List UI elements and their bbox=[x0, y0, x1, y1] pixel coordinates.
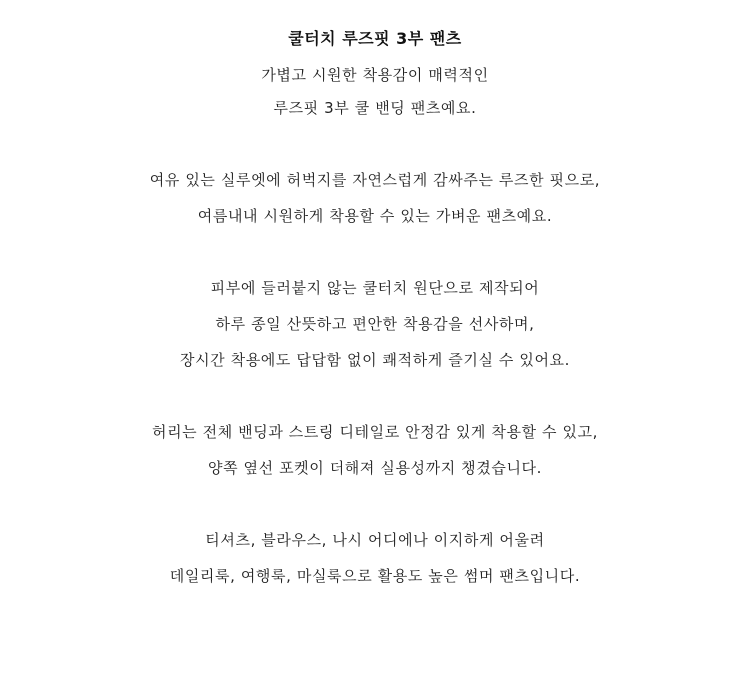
description-line: 티셔츠, 블라우스, 나시 어디에나 이지하게 어울려 bbox=[205, 531, 545, 549]
description-paragraph-intro bbox=[15, 60, 735, 126]
description-line: 양쪽 옆선 포켓이 더해져 실용성까지 챙겼습니다. bbox=[207, 459, 542, 477]
description-line: 하루 종일 산뜻하고 편안한 착용감을 선사하며, bbox=[215, 315, 535, 333]
description-line: 여름내내 시원하게 착용할 수 있는 가벼운 팬츠예요. bbox=[197, 207, 553, 225]
description-line: 장시간 착용에도 답답함 없이 쾌적하게 즐기실 수 있어요. bbox=[179, 351, 571, 369]
description-paragraph-fabric bbox=[15, 270, 735, 378]
description-line: 가볍고 시원한 착용감이 매력적인 bbox=[261, 66, 489, 84]
description-line: 루즈핏 3부 쿨 밴딩 팬츠예요. bbox=[273, 99, 477, 117]
description-line: 피부에 들러붙지 않는 쿨터치 원단으로 제작되어 bbox=[210, 279, 540, 297]
description-paragraph-styling bbox=[15, 522, 735, 594]
product-title: 쿨터치 루즈핏 3부 팬츠 bbox=[288, 29, 462, 48]
description-line: 허리는 전체 밴딩과 스트링 디테일로 안정감 있게 착용할 수 있고, bbox=[151, 423, 599, 441]
description-paragraph-details bbox=[15, 414, 735, 486]
product-description bbox=[15, 0, 735, 594]
description-paragraph-fit bbox=[15, 162, 735, 234]
description-line: 데일리룩, 여행룩, 마실룩으로 활용도 높은 썸머 팬츠입니다. bbox=[169, 567, 581, 585]
description-line: 여유 있는 실루엣에 허벅지를 자연스럽게 감싸주는 루즈한 핏으로, bbox=[149, 171, 601, 189]
